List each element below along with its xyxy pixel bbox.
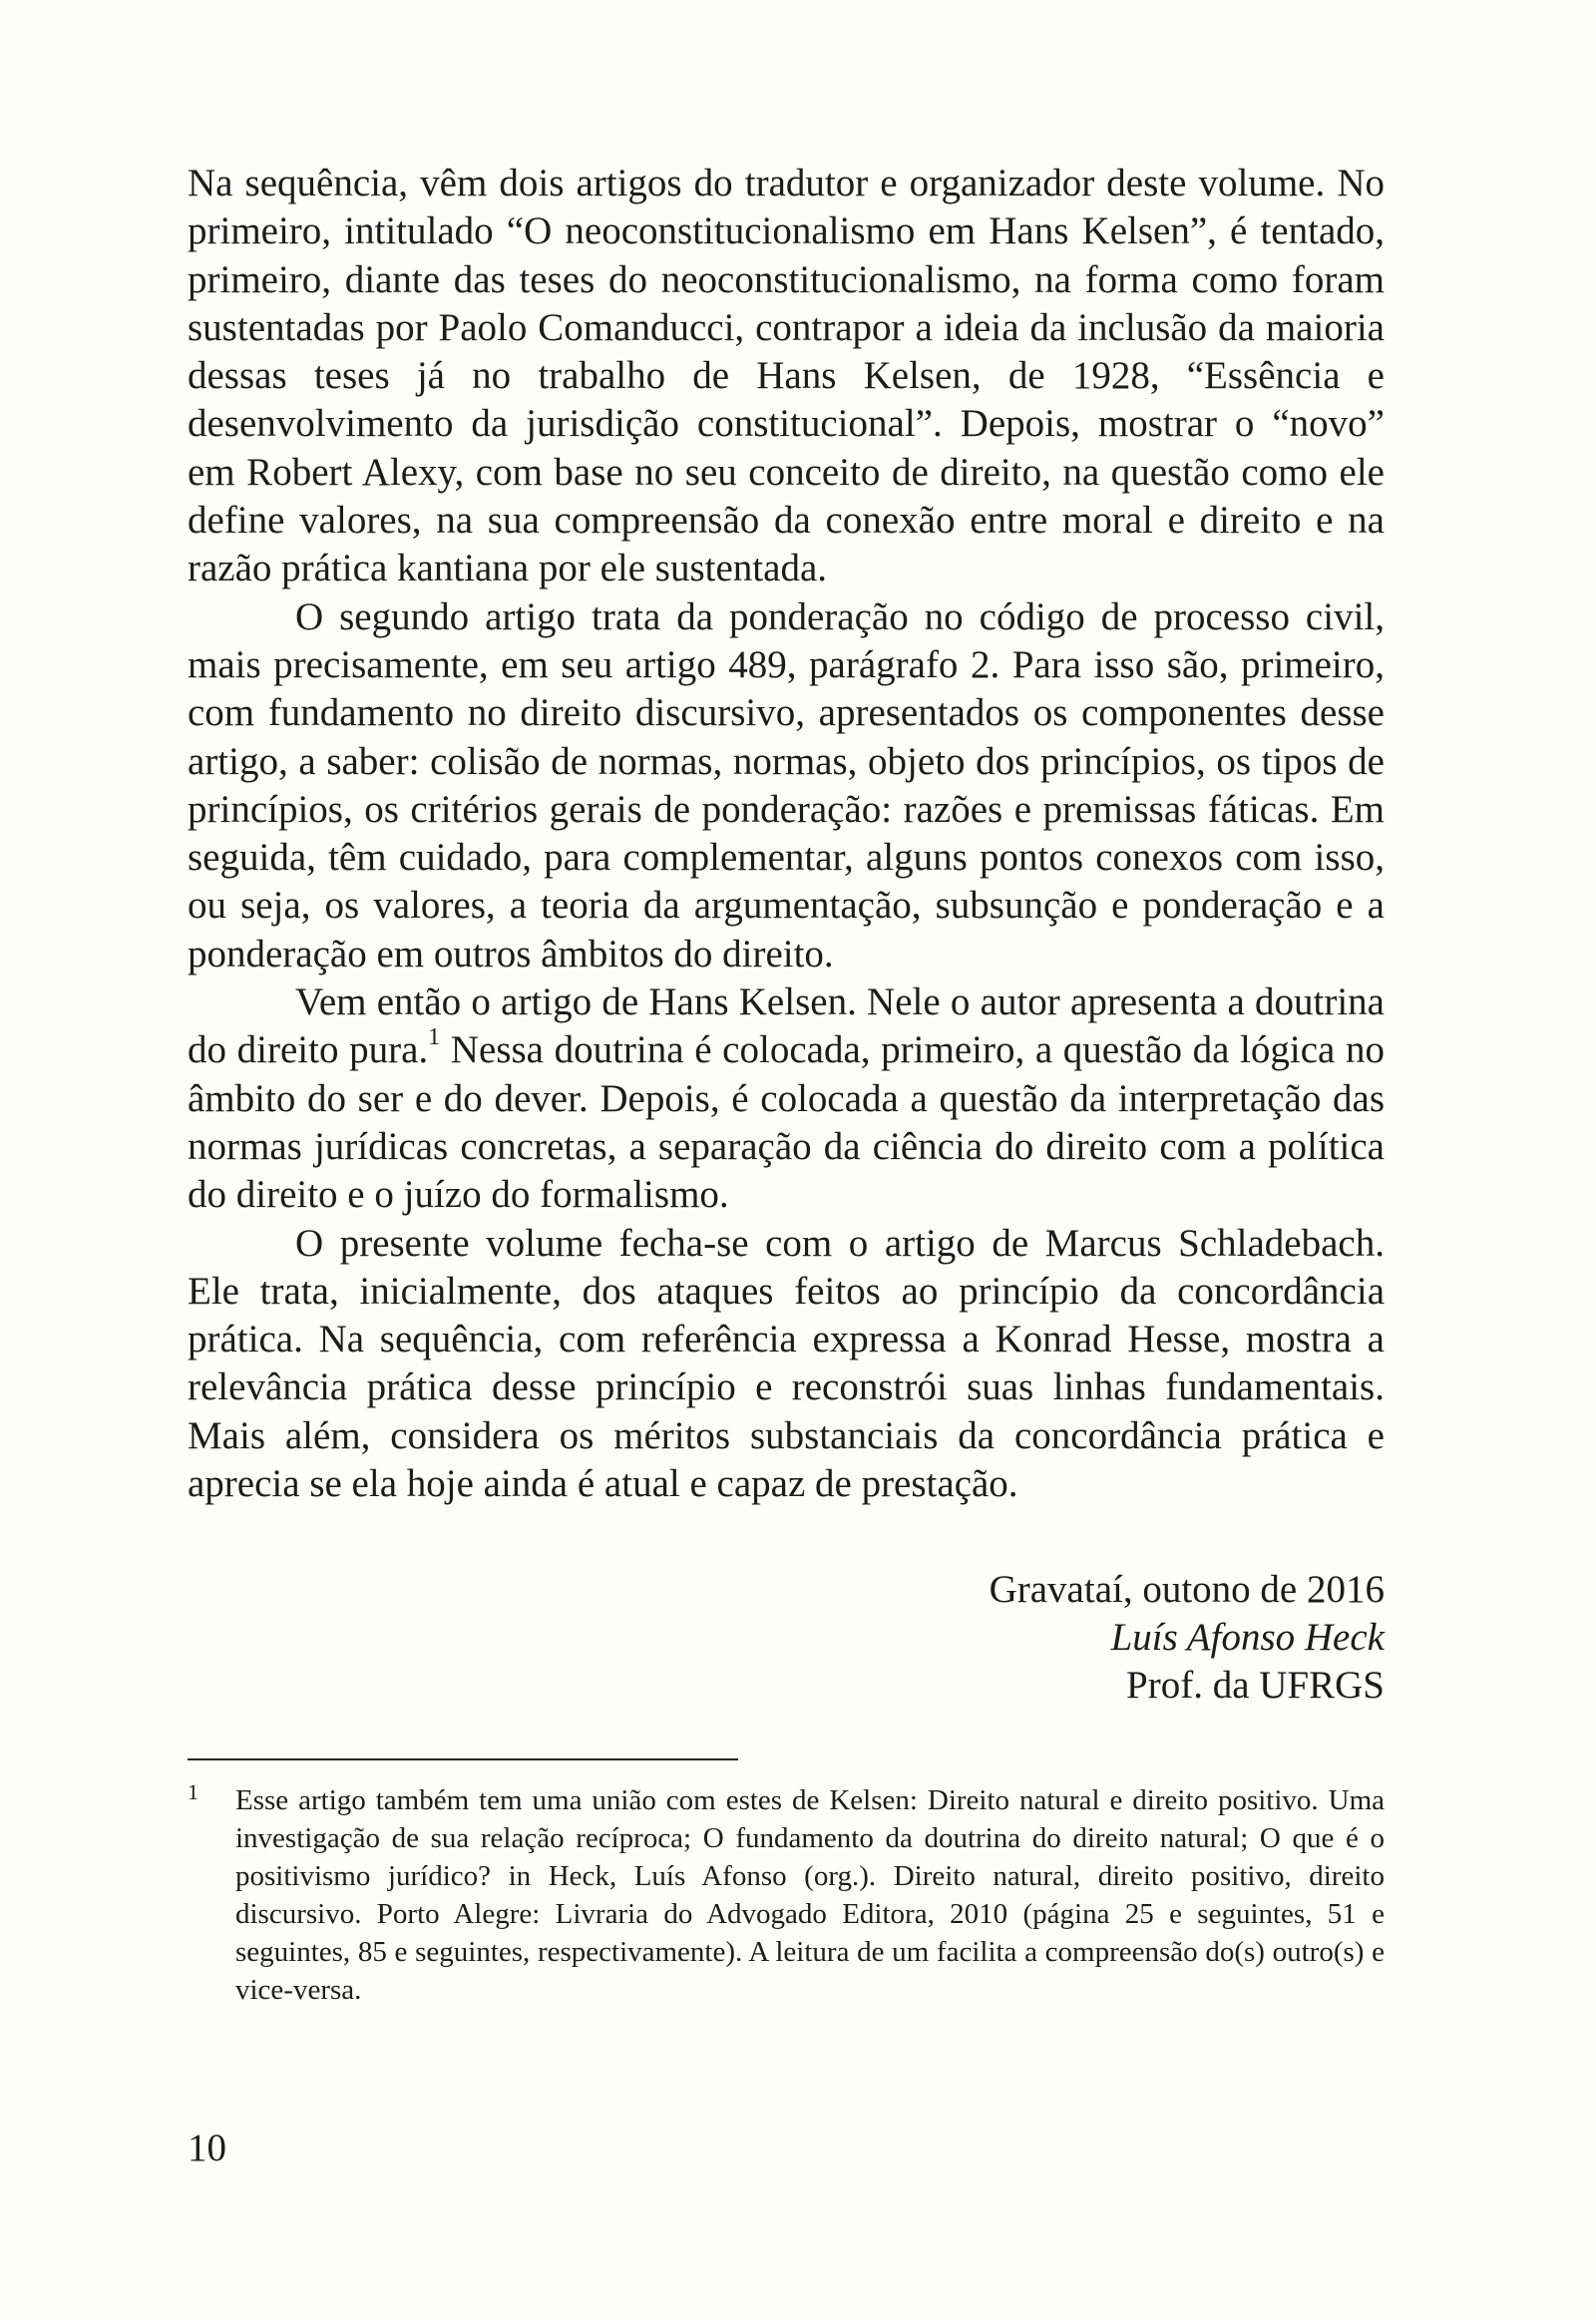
footnote-text: Esse artigo também tem uma união com estes de Kelsen: Direito natural e direito positivo. Uma investigação de sua relação recíproca; O fundamento da doutrina do direito natural; O que é o positivismo jurídico? in Heck, Luís Afonso (org.). Direito natural, direito positivo, direito discursivo. Porto Alegre: Livraria do Advogado Editora, 2010 (página 25 e seguintes, 51 e seguintes, 85 e seguintes, respectivamente). A leitura de um facilita a compreensão do(s) outro(s) e vice-versa. — [235, 1784, 1385, 2006]
footnote-reference: 1 — [428, 1024, 441, 1051]
author-affiliation: Prof. da UFRGS — [1126, 1664, 1385, 1707]
paragraph-4: O presente volume fecha-se com o artigo de Marcus Schladebach. Ele trata, inicialmente, dos ataques feitos ao princípio da concordância prática. Na sequência, com referência expressa a Konrad Hesse, mostra a relevância prática desse princípio e reconstrói suas linhas fundamentais. Mais além, considera os méritos substanciais da concordância prática e aprecia se ela hoje ainda é atual e capaz de prestação. — [188, 1221, 1385, 1506]
signature-block — [990, 1566, 1385, 1710]
paragraph-3-text-after: Nessa doutrina é colocada, primeiro, a questão da lógica no âmbito do ser e do dever. Depois, é colocada a questão da interpretação das normas jurídicas concretas, a separação da ciência do direito com a política do direito e o juízo do formalismo. — [188, 1028, 1385, 1217]
paragraph-3-text-before: Vem então o artigo de Hans Kelsen. Nele o autor apresenta a doutrina do direito pura. — [188, 980, 1385, 1072]
paragraph-3 — [188, 978, 1385, 1219]
place-date: Gravataí, outono de 2016 — [989, 1568, 1385, 1611]
footnote — [188, 1781, 1385, 2009]
paragraph-1: Na sequência, vêm dois artigos do tradutor e organizador deste volume. No primeiro, intitulado “O neoconstitucionalismo em Hans Kelsen”, é tentado, primeiro, diante das teses do neoconstitucionalismo, na forma como foram sustentadas por Paolo Comanducci, contrapor a ideia da inclusão da maioria dessas teses já no trabalho de Hans Kelsen, de 1928, “Essência e desenvolvimento da jurisdição constitucional”. Depois, mostrar o “novo” em Robert Alexy, com base no seu conceito de direito, na questão como ele define valores, na sua compreensão da conexão entre moral e direito e na razão prática kantiana por ele sustentada. — [188, 162, 1385, 590]
body-text — [188, 160, 1385, 1508]
footnote-separator — [188, 1758, 738, 1760]
author-name: Luís Afonso Heck — [1110, 1616, 1385, 1659]
paragraph-2: O segundo artigo trata da ponderação no código de processo civil, mais precisamente, em seu artigo 489, parágrafo 2. Para isso são, primeiro, com fundamento no direito discursivo, apresentados os componentes desse artigo, a saber: colisão de normas, normas, objeto dos princípios, os tipos de princípios, os critérios gerais de ponderação: razões e premissas fáticas. Em seguida, têm cuidado, para complementar, alguns pontos conexos com isso, ou seja, os valores, a teoria da argumentação, subsunção e ponderação e a ponderação em outros âmbitos do direito. — [188, 594, 1385, 975]
footnote-number: 1 — [188, 1779, 199, 1804]
page-number: 10 — [188, 2127, 226, 2169]
